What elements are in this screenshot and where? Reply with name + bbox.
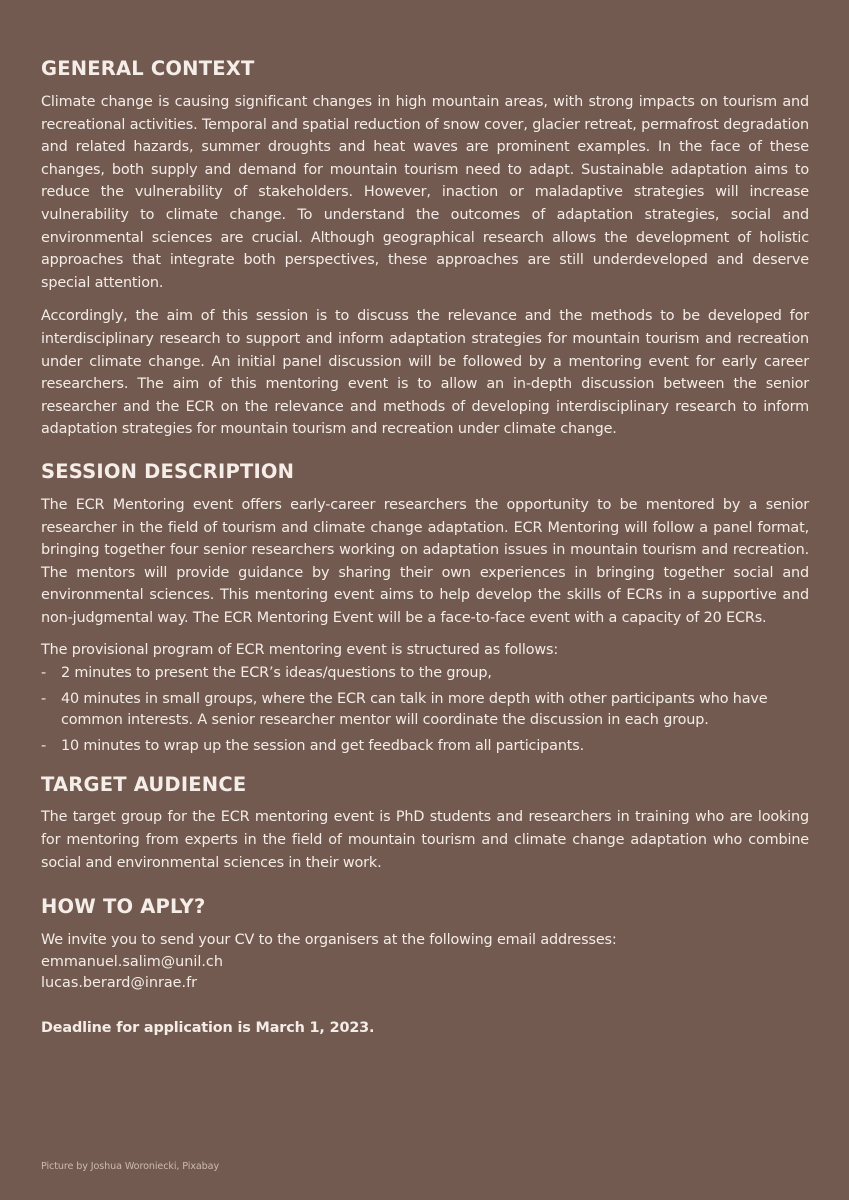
session-description-paragraph: The ECR Mentoring event offers early-career researchers the opportunity to be mentored by a senior researcher in the field of tourism and climate change adaptation. ECR Mentoring will follow a panel format, bringing together four senior researchers working on adaptation issues in mountain tourism and recreation. The mentors will provide guidance by sharing their own experiences in bringing together social and environmental sciences. This mentoring event aims to help develop the skills of ECRs in a supportive and non-judgmental way. The ECR Mentoring Event will be a face-to-face event with a capacity of 20 ECRs. [41, 496, 809, 626]
program-list [41, 663, 809, 757]
program-item-text: 2 minutes to present the ECR’s ideas/questions to the group, [61, 665, 492, 682]
bullet-dash: - [41, 737, 47, 754]
general-context-paragraph-2: Accordingly, the aim of this session is to discuss the relevance and the methods to be developed for interdisciplinary research to support and inform adaptation strategies for mountain tourism and recreation under climate change. An initial panel discussion will be followed by a mentoring event for early career researchers. The aim of this mentoring event is to allow an in-depth discussion between the senior researcher and the ECR on the relevance and methods of developing interdisciplinary research to inform adaptation strategies for mountain tourism and recreation under climate change. [41, 308, 809, 438]
flyer-content [41, 56, 809, 1040]
program-item [41, 663, 809, 685]
application-deadline: Deadline for application is March 1, 2023. [41, 1020, 375, 1036]
general-context-paragraph-1: Climate change is causing significant changes in high mountain areas, with strong impacts on tourism and recreational activities. Temporal and spatial reduction of snow cover, glacier retreat, permafrost degradation and related hazards, summer droughts and heat waves are prominent examples. In the face of these changes, both supply and demand for mountain tourism need to adapt. Sustainable adaptation aims to reduce the vulnerability of stakeholders. However, inaction or maladaptive strategies will increase vulnerability to climate change. To understand the outcomes of adaptation strategies, social and environmental sciences are crucial. Although geographical research allows the development of holistic approaches that integrate both perspectives, these approaches are still underdeveloped and deserve special attention. [41, 94, 809, 291]
program-item-text: 10 minutes to wrap up the session and get feedback from all participants. [61, 737, 585, 754]
photo-credit: Picture by Joshua Woroniecki, Pixabay [41, 1161, 220, 1172]
program-item [41, 736, 809, 758]
bullet-dash: - [41, 690, 47, 707]
target-audience-heading: TARGET AUDIENCE [41, 773, 247, 797]
session-description-heading: SESSION DESCRIPTION [41, 459, 295, 483]
target-audience-paragraph: The target group for the ECR mentoring event is PhD students and researchers in training who are looking for mentoring from experts in the field of mountain tourism and climate change adaptation who combine social and environmental sciences in their work. [41, 809, 809, 871]
program-item-text: 40 minutes in small groups, where the ECR can talk in more depth with other participants who have common interests. A senior researcher mentor will coordinate the discussion in each group. [61, 690, 768, 729]
program-intro: The provisional program of ECR mentoring event is structured as follows: [41, 642, 559, 659]
how-to-apply-heading: HOW TO APLY? [41, 895, 206, 919]
general-context-heading: GENERAL CONTEXT [41, 57, 255, 80]
email-address-salim[interactable]: emmanuel.salim@unil.ch [41, 953, 223, 970]
how-to-apply-paragraph: We invite you to send your CV to the organisers at the following email addresses: [41, 932, 617, 949]
program-item [41, 689, 809, 732]
email-address-berard[interactable]: lucas.berard@inrae.fr [41, 975, 198, 992]
bullet-dash: - [41, 665, 47, 682]
